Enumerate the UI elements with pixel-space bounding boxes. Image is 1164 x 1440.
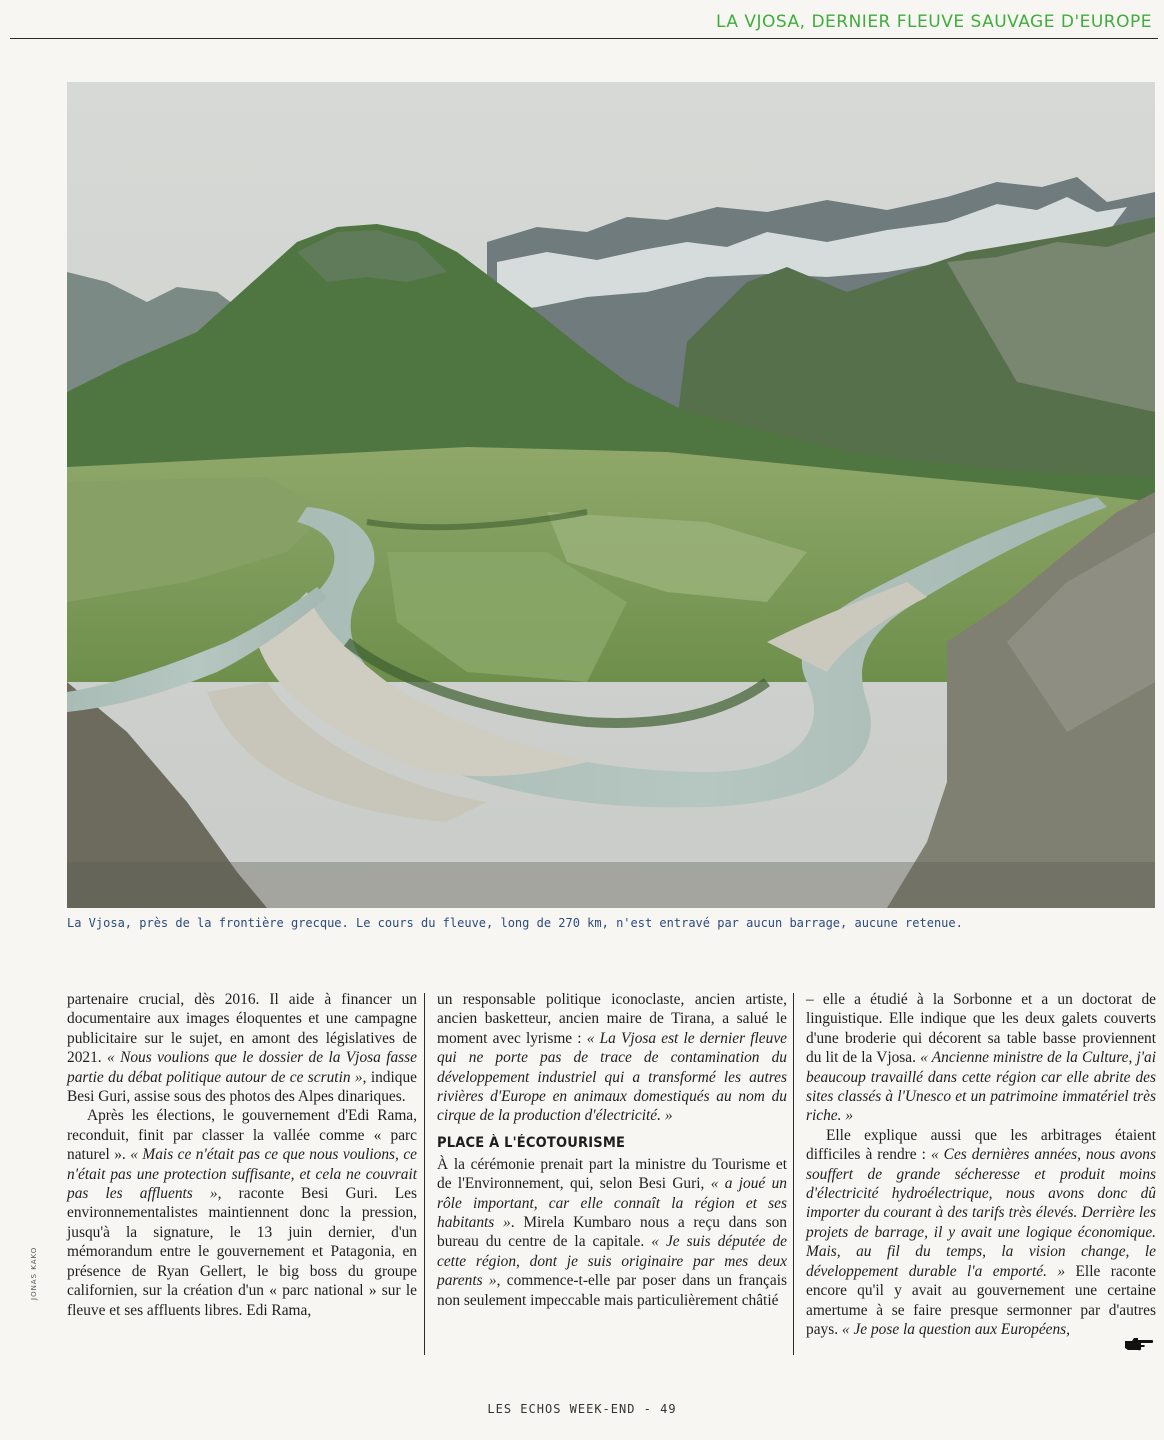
- quote: « Mais ce n'était pas ce que nous voulions, ce n'était pas une protection suffisante, et cela ne couvrait pas les affluents »: [67, 1146, 417, 1203]
- text-run: – elle a étudié à la Sorbonne et a un doctorat de linguistique. Elle indique que les deux galets couverts d'une broderie qui décorent sa table basse proviennent du lit de la Vjosa.: [806, 991, 1156, 1067]
- quote: « Ancienne ministre de la Culture, j'ai beaucoup travaillé dans cette région car elle abrite des sites classés à l'Unesco et un patrimoine immatériel très riche. »: [806, 1049, 1156, 1125]
- quote: « Je suis députée de cette région, dont je suis originaire par mes deux parents »: [437, 1233, 787, 1290]
- quote: « Nous voulions que le dossier de la Vjosa fasse partie du débat politique autour de ce scrutin »: [67, 1049, 417, 1086]
- text-run: partenaire crucial, dès 2016. Il aide à financer un documentaire aux images éloquentes et une campagne publicitaire sur le sujet, en amont des législatives de 2021.: [67, 991, 417, 1067]
- paragraph: [806, 990, 1156, 1126]
- header-rule: [10, 38, 1158, 39]
- article-column-2: [437, 990, 787, 1310]
- text-run: Elle explique aussi que les arbitrages étaient difficiles à rendre :: [806, 1126, 1156, 1164]
- paragraph: [437, 990, 787, 1126]
- quote: « La Vjosa est le dernier fleuve qui ne porte pas de trace de contamination du développement industriel qui a transformé les autres rivières d'Europe en animaux domestiqués au nom du cirque de la production d'électricité. »: [437, 1029, 787, 1125]
- text-run: , indique Besi Guri, assise sous des photos des Alpes dinariques.: [67, 1068, 417, 1106]
- text-run: Après les élections, le gouvernement d'Edi Rama, reconduit, finit par classer la vallée comme « parc naturel ».: [67, 1107, 417, 1164]
- page-folio: LES ECHOS WEEK-END - 49: [487, 1402, 677, 1416]
- article-column-3: [806, 990, 1156, 1339]
- paragraph: [806, 1126, 1156, 1339]
- article-column-1: [67, 990, 417, 1320]
- photo-caption: La Vjosa, près de la frontière grecque. Le cours du fleuve, long de 270 km, n'est entravé par aucun barrage, aucune retenue.: [67, 916, 963, 930]
- section-subhead: PLACE À L'ÉCOTOURISME: [437, 1134, 626, 1151]
- column-divider: [793, 993, 794, 1355]
- text-run: , commence-t-elle par poser dans un français non seulement impeccable mais particulièrement châtié: [437, 1272, 787, 1309]
- paragraph: [67, 1106, 417, 1319]
- text-run: À la cérémonie prenait part la ministre du Tourisme et de l'Environnement, qui, selon Besi Guri,: [437, 1155, 787, 1193]
- header-title: LA VJOSA, DERNIER FLEUVE SAUVAGE D'EUROPE: [715, 12, 1152, 32]
- paragraph: [437, 1155, 787, 1310]
- quote: « a joué un rôle important, car elle connaît la région et ses habitants »: [437, 1175, 787, 1232]
- column-divider: [424, 993, 425, 1355]
- quote: « Je pose la question aux Européens,: [841, 1320, 1071, 1338]
- quote: « Ces dernières années, nous avons souffert de grande sécheresse et produit moins d'électricité hydroélectrique, nous avons donc dû importer du courant à des tarifs très élevés. Derrière les projets de barrage, il y avait une logique économique. Mais, au fil du temps, la vision change, le développement durable l'a emporté. »: [806, 1146, 1156, 1280]
- paragraph: [67, 990, 417, 1106]
- photo-credit: JONAS KAKO: [30, 1246, 38, 1300]
- text-run: un responsable politique iconoclaste, ancien artiste, ancien basketteur, ancien maire de Tirana, a salué le moment avec lyrisme :: [437, 991, 787, 1047]
- text-run: . Mirela Kumbaro nous a reçu dans son bureau du centre de la capitale.: [437, 1214, 787, 1251]
- pointing-hand-icon: [1124, 1337, 1154, 1351]
- landscape-photo: [67, 82, 1155, 908]
- text-run: , raconte Besi Guri. Les environnementalistes maintiennent donc la pression, jusqu'à la signature, le 13 juin dernier, d'un mémorandum entre le gouvernement et Patagonia, en présence de Ryan Gellert, le big boss du groupe californien, sur la création d'un « parc national » sur le fleuve et ses affluents libres. Edi Rama,: [67, 1185, 417, 1319]
- text-run: Elle raconte encore qu'il y avait au gouvernement une certaine amertume à se faire presque sermonner par d'autres pays.: [806, 1262, 1156, 1338]
